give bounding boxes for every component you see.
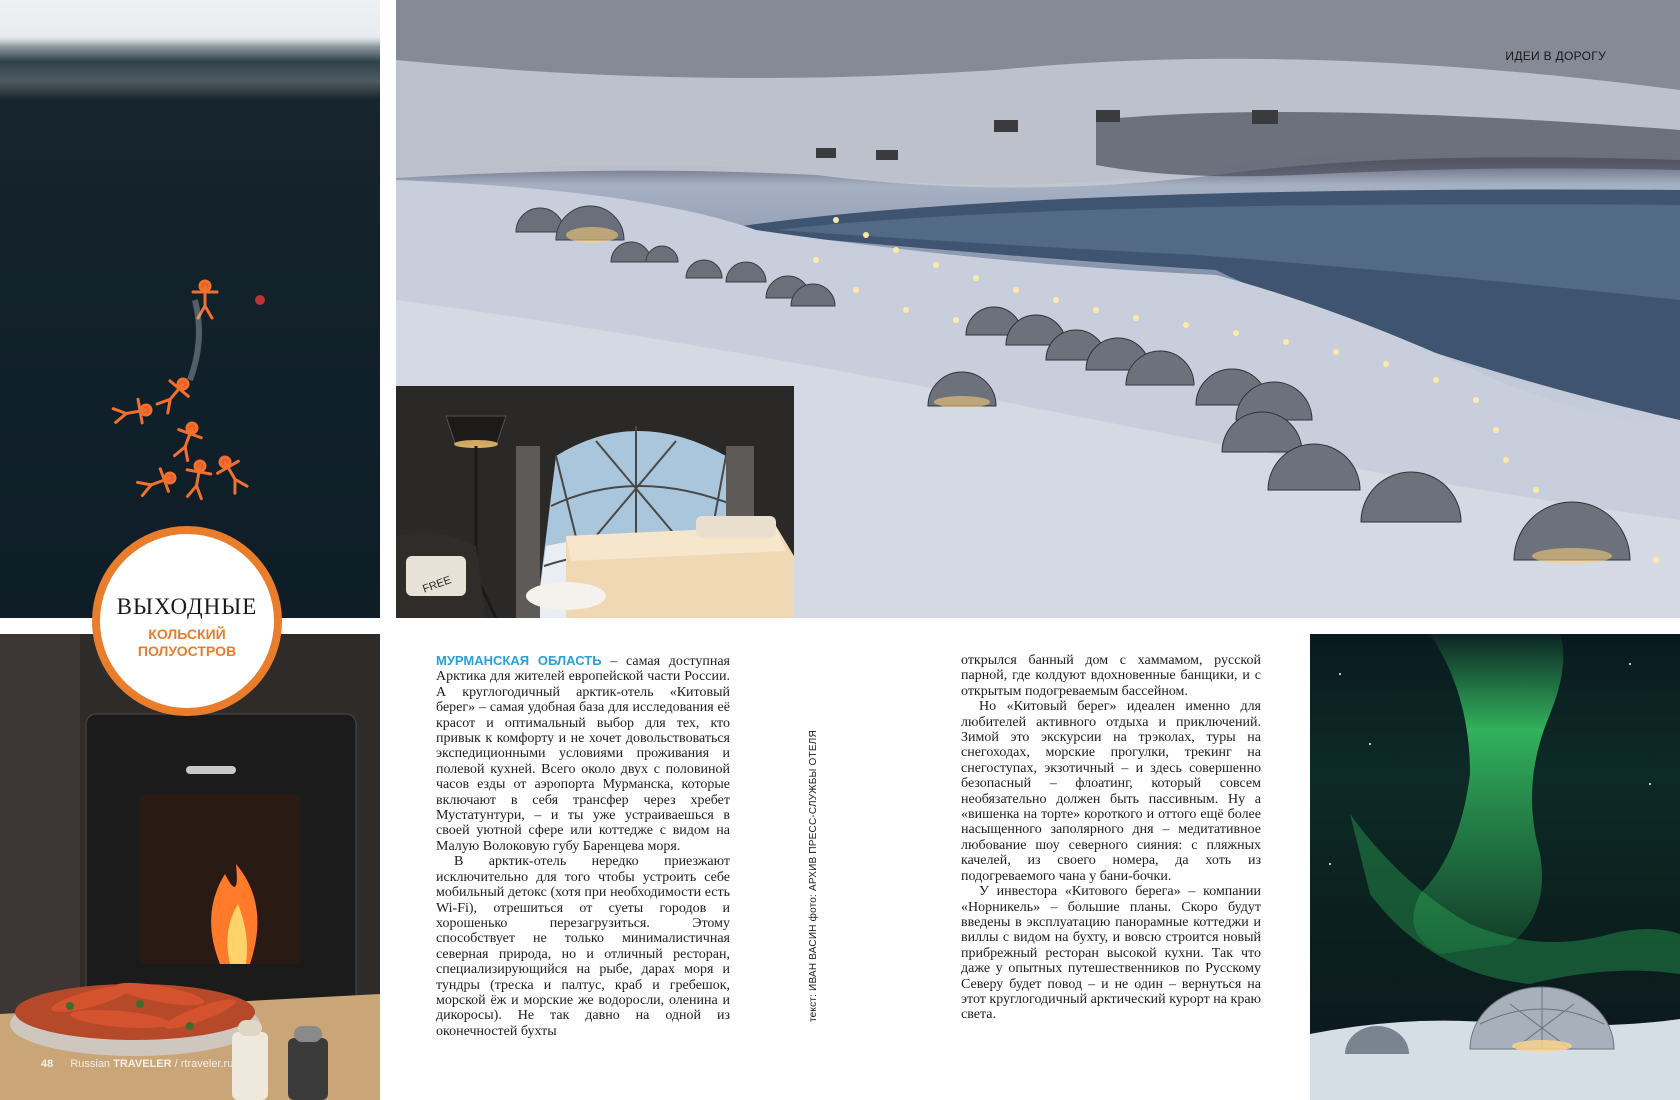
swimmer — [136, 465, 179, 500]
guide-swimmer — [255, 295, 265, 305]
article-column-1 — [436, 653, 730, 1039]
publication-brand: TRAVELER — [113, 1058, 172, 1070]
running-head: ИДЕИ В ДОРОГУ — [1505, 49, 1606, 63]
photo-aurora — [1310, 634, 1680, 1100]
swimmer — [112, 397, 153, 427]
article-paragraph: открылся банный дом с хаммамом, русской парной, где колдуют вдохновенные банщики, и с открытым подогреваемым бассейном. — [961, 653, 1261, 699]
publication-prefix: Russian — [70, 1058, 111, 1070]
page-number: 48 — [41, 1058, 54, 1070]
swimmer — [212, 452, 251, 496]
article-paragraph: Но «Китовый берег» идеален именно для любителей активного отдыха и приключений. Зимой это экскурсии на трэколах, туры на снегоходах, морские прогулки, трекинг на снегоступах, экзотичный – и здесь совершенно безопасный – флоатинг, который совсем необязательно должен быть пассивным. Ну а «вишенка на торте» короткого и оттого ещё более насыщенного заполярного дня – медитативное любование шоу северного сияния: с пляжных качелей, из своего номера, да хоть из подогреваемого чана у бани-бочки. — [961, 699, 1261, 884]
section-subtitle: КОЛЬСКИЙ ПОЛУОСТРОВ — [137, 626, 237, 659]
swimmer — [170, 419, 205, 462]
article-paragraph: У инвестора «Китового берега» – компании «Норникель» – большие планы. Скоро будут введены в эксплуатацию панорамные коттеджи и виллы с видом на бухту, и вовсю строится новый прибрежный ресторан высокой кухни. Так что даже у опытных путешественников по Русскому Северу будет повод – и не один – вернуться на этот круглогодичный арктический курорт на краю света. — [961, 884, 1261, 1023]
photo-dome-interior — [396, 386, 794, 618]
article-paragraph — [436, 653, 730, 854]
cushion-print: FREE — [421, 574, 453, 596]
dome-interior-scene — [396, 386, 794, 618]
section-title: ВЫХОДНЫЕ — [116, 594, 258, 619]
paragraph-text: – самая доступная Арктика для жителей европейской части России. А круглогодичный арктик-отель «Китовый берег» – самая удобная база для исследования её красот и оптимальный выбор для тех, кто привык к комфорту и не хочет довольствоваться экспедиционными условиями проживания и полевой кухней. Всего около двух с половиной часов езды от аэропорта Мурманска, которые включают в себя трансфер через хребет Мустатунтури, – и ты уже устраиваешься в своей уютной сфере или коттедже с видом на Малую Волоковую губу Баренцева моря. — [436, 654, 730, 854]
article-column-2 — [961, 653, 1261, 1023]
aurora-scene — [1310, 634, 1680, 1100]
page-footer — [41, 1058, 233, 1070]
photo-credit: текст: ИВАН ВАСИН фото: АРХИВ ПРЕСС-СЛУЖБЫ ОТЕЛЯ — [808, 730, 819, 1022]
swimmer — [183, 459, 213, 500]
section-badge — [92, 526, 282, 716]
lead-term: МУРМАНСКАЯ ОБЛАСТЬ — [436, 653, 602, 668]
article-paragraph: В арктик-отель нередко приезжают исключительно для того чтобы устроить себе мобильный детокс (хотя при необходимости есть Wi-Fi), отрешиться от суеты городов и хорошенько перезагрузиться. Этому способствует не только минималистичная северная природа, но и отличный ресторан, специализирующийся на рыбе, дарах моря и тундры (треска и палтус, краб и гребешок, морской ёж и морские же водоросли, оленина и дикоросы). Не так давно на одной из оконечностей бухты — [436, 854, 730, 1039]
publication-site: / rtraveler.ru — [174, 1058, 234, 1070]
shore-foam — [0, 36, 380, 100]
